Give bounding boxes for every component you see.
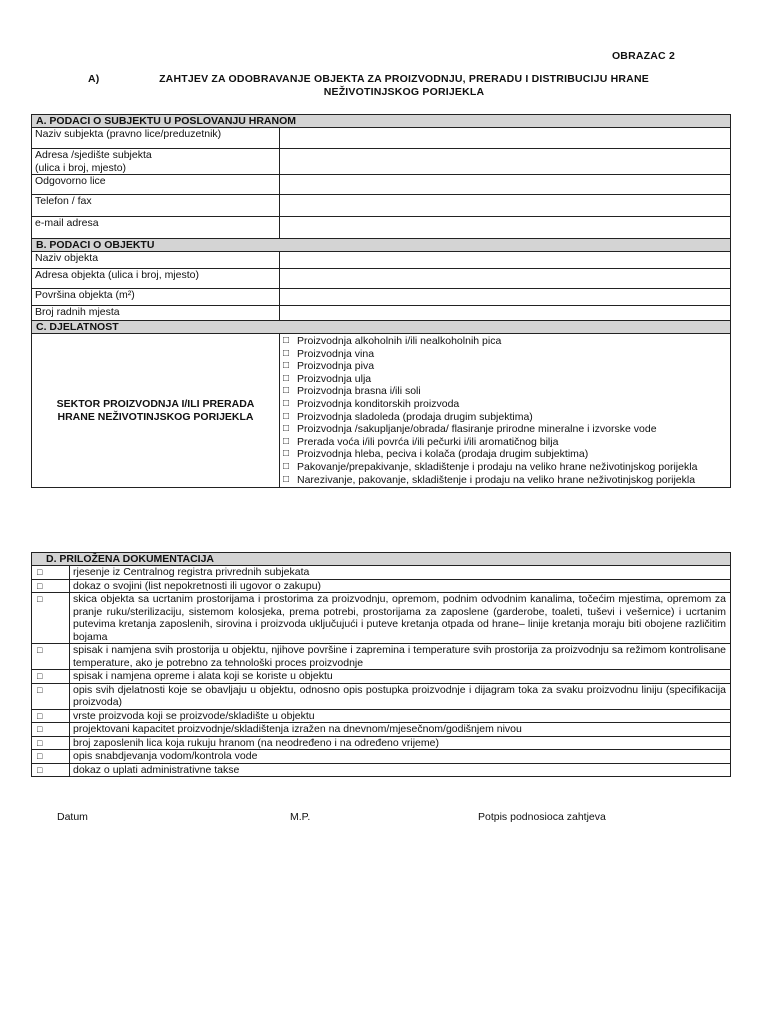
- checkbox-icon[interactable]: □: [32, 709, 70, 723]
- section-b-heading-row: [32, 239, 731, 252]
- date-label: Datum: [57, 811, 88, 823]
- checkbox-icon[interactable]: □: [283, 385, 290, 397]
- activity-label: Proizvodnja brasna i/ili soli: [297, 385, 421, 398]
- field-label-line: Adresa /sjedište subjekta: [35, 149, 152, 161]
- checkbox-icon[interactable]: □: [32, 736, 70, 750]
- checkbox-icon[interactable]: □: [283, 397, 290, 409]
- document-item: spisak i namjena opreme i alata koji se koriste u objektu: [70, 670, 731, 684]
- form-code: OBRAZAC 2: [611, 50, 675, 62]
- document-item: projektovani kapacitet proizvodnje/skladištenja izražen na dnevnom/mjesečnom/godišnjem nivou: [70, 723, 731, 737]
- activity-item[interactable]: [283, 360, 727, 373]
- table-row: [32, 217, 731, 239]
- activity-label: Proizvodnja vina: [297, 347, 375, 360]
- document-item: dokaz o uplati administrativne takse: [70, 763, 731, 777]
- activity-item[interactable]: [283, 436, 727, 449]
- email-field[interactable]: [280, 217, 731, 239]
- object-area-field[interactable]: [280, 289, 731, 306]
- activity-list: [280, 334, 731, 488]
- activity-label: Proizvodnja ulja: [297, 372, 372, 385]
- table-row: [32, 670, 731, 684]
- stamp-label: M.P.: [290, 811, 311, 823]
- document-item: dokaz o svojini (list nepokretnosti ili ugovor o zakupu): [70, 579, 731, 593]
- activity-label: Proizvodnja piva: [297, 360, 375, 373]
- activities-row: [32, 334, 731, 488]
- table-row: [32, 195, 731, 217]
- table-row: [32, 252, 731, 269]
- checkbox-icon[interactable]: □: [283, 347, 290, 359]
- checkbox-icon[interactable]: □: [32, 750, 70, 764]
- activity-label: Pakovanje/prepakivanje, skladištenje i prodaju na veliko hrane neživotinjskog porijekla: [297, 460, 698, 473]
- table-row: [32, 579, 731, 593]
- subject-name-field[interactable]: [280, 128, 731, 149]
- title-prefix: A): [88, 73, 100, 85]
- object-name-field[interactable]: [280, 252, 731, 269]
- table-row: [32, 269, 731, 289]
- application-table: [31, 114, 731, 488]
- section-d-heading-row: [32, 553, 731, 566]
- checkbox-icon[interactable]: □: [283, 460, 290, 472]
- activity-label: Narezivanje, pakovanje, skladištenje i prodaju na veliko hrane neživotinjskog porijekla: [297, 473, 696, 486]
- document-item: rjesenje iz Centralnog registra privrednih subjekata: [70, 566, 731, 580]
- field-label: Naziv subjekta (pravno lice/preduzetnik): [32, 128, 280, 149]
- section-c-heading: C. DJELATNOST: [32, 321, 731, 334]
- checkbox-icon[interactable]: □: [32, 763, 70, 777]
- responsible-person-field[interactable]: [280, 175, 731, 195]
- document-item: opis snabdjevanja vodom/kontrola vode: [70, 750, 731, 764]
- checkbox-icon[interactable]: □: [32, 593, 70, 644]
- title-line-1: ZAHTJEV ZA ODOBRAVANJE OBJEKTA ZA PROIZVODNJU, PRERADU I DISTRIBUCIJU HRANE: [159, 73, 649, 85]
- table-row: [32, 306, 731, 321]
- table-row: [32, 175, 731, 195]
- phone-fax-field[interactable]: [280, 195, 731, 217]
- section-b-heading: B. PODACI O OBJEKTU: [32, 239, 731, 252]
- document-item: broj zaposlenih lica koja rukuju hranom (na neodređeno i na određeno vrijeme): [70, 736, 731, 750]
- table-row: [32, 709, 731, 723]
- document-item: skica objekta sa ucrtanim prostorijama i prostorima za proizvodnju, opremom, podnim odvodnim kanalima, točećim mjestima, opremom za pranje ruku/sterilizaciju, sistemom kolosjeka, prema potrebi, prostorijama za zaposlene (garderobe, toaleti, tuševi i vešernice) i ucrtanim putevima kretanja zaposlenih, sirovina i proizvoda uključujući i puteve kretanja otpada od hrane– linije kretanja moraju biti obojene različitim bojama: [70, 593, 731, 644]
- object-address-field[interactable]: [280, 269, 731, 289]
- form-title: [88, 73, 688, 99]
- section-d-heading: D. PRILOŽENA DOKUMENTACIJA: [32, 553, 731, 566]
- checkbox-icon[interactable]: □: [32, 566, 70, 580]
- table-row: [32, 763, 731, 777]
- checkbox-icon[interactable]: □: [32, 644, 70, 670]
- table-row: [32, 289, 731, 306]
- checkbox-icon[interactable]: □: [32, 579, 70, 593]
- activity-item[interactable]: [283, 423, 727, 436]
- activity-item[interactable]: [283, 398, 727, 411]
- activity-label: Proizvodnja hleba, peciva i kolača (prodaja drugim subjektima): [297, 448, 589, 461]
- activity-item[interactable]: [283, 348, 727, 361]
- activity-item[interactable]: [283, 373, 727, 386]
- activity-label: Proizvodnja /sakupljanje/obrada/ flasiranje prirodne mineralne i izvorske vode: [297, 423, 657, 436]
- activity-item[interactable]: [283, 335, 727, 348]
- checkbox-icon[interactable]: □: [32, 683, 70, 709]
- checkbox-icon[interactable]: □: [283, 448, 290, 460]
- activity-item[interactable]: [283, 411, 727, 424]
- activity-item[interactable]: [283, 385, 727, 398]
- activity-item[interactable]: [283, 448, 727, 461]
- activity-item[interactable]: [283, 474, 727, 487]
- activity-item[interactable]: [283, 461, 727, 474]
- workplaces-field[interactable]: [280, 306, 731, 321]
- table-row: [32, 723, 731, 737]
- activity-label: Proizvodnja alkoholnih i/ili nealkoholnih pica: [297, 335, 502, 347]
- section-a-heading: A. PODACI O SUBJEKTU U POSLOVANJU HRANOM: [32, 115, 731, 128]
- section-c-heading-row: [32, 321, 731, 334]
- field-label-line: (ulica i broj, mjesto): [35, 161, 127, 174]
- signature-label: Potpis podnosioca zahtjeva: [478, 811, 606, 823]
- field-label: [32, 149, 280, 175]
- document-item: vrste proizvoda koji se proizvode/skladište u objektu: [70, 709, 731, 723]
- table-row: [32, 683, 731, 709]
- subject-address-field[interactable]: [280, 149, 731, 175]
- table-row: [32, 128, 731, 149]
- field-label: Telefon / fax: [32, 195, 280, 217]
- checkbox-icon[interactable]: □: [283, 410, 290, 422]
- table-row: [32, 644, 731, 670]
- table-row: [32, 736, 731, 750]
- checkbox-icon[interactable]: □: [283, 473, 290, 485]
- table-row: [32, 750, 731, 764]
- table-row: [32, 566, 731, 580]
- section-a-heading-row: [32, 115, 731, 128]
- checkbox-icon[interactable]: □: [283, 360, 290, 372]
- activity-label: Proizvodnja sladoleda (prodaja drugim subjektima): [297, 410, 533, 423]
- checkbox-icon[interactable]: □: [283, 435, 290, 447]
- table-row: [32, 149, 731, 175]
- document-item: spisak i namjena svih prostorija u objektu, njihove površine i zapremina i temperature svih prostorija za proizvodnju sa režimom kontrolisane temperature, ako je potrebno za tehnološki proces proizvodnje: [70, 644, 731, 670]
- field-label: e-mail adresa: [32, 217, 280, 239]
- table-row: [32, 593, 731, 644]
- field-label: Odgovorno lice: [32, 175, 280, 195]
- sector-label: SEKTOR PROIZVODNJA I/ILI PRERADA HRANE NEŽIVOTINJSKOG PORIJEKLA: [32, 334, 280, 488]
- activity-label: Prerada voća i/ili povrća i/ili pečurki i/ili aromatičnog bilja: [297, 435, 559, 448]
- activity-label: Proizvodnja konditorskih proizvoda: [297, 397, 460, 410]
- checkbox-icon[interactable]: □: [32, 670, 70, 684]
- checkbox-icon[interactable]: □: [283, 423, 290, 435]
- title-line-2: NEŽIVOTINJSKOG PORIJEKLA: [323, 86, 485, 98]
- checkbox-icon[interactable]: □: [32, 723, 70, 737]
- field-label: Površina objekta (m²): [32, 289, 280, 306]
- field-label: Broj radnih mjesta: [32, 306, 280, 321]
- checkbox-icon[interactable]: □: [283, 335, 290, 346]
- checkbox-icon[interactable]: □: [283, 372, 290, 384]
- document-item: opis svih djelatnosti koje se obavljaju u objektu, odnosno opis postupka proizvodnje i dijagram toka za svaku proizvodnu liniju (specifikacija proizvoda): [70, 683, 731, 709]
- field-label: Naziv objekta: [32, 252, 280, 269]
- documentation-table: [31, 552, 731, 777]
- field-label: Adresa objekta (ulica i broj, mjesto): [32, 269, 280, 289]
